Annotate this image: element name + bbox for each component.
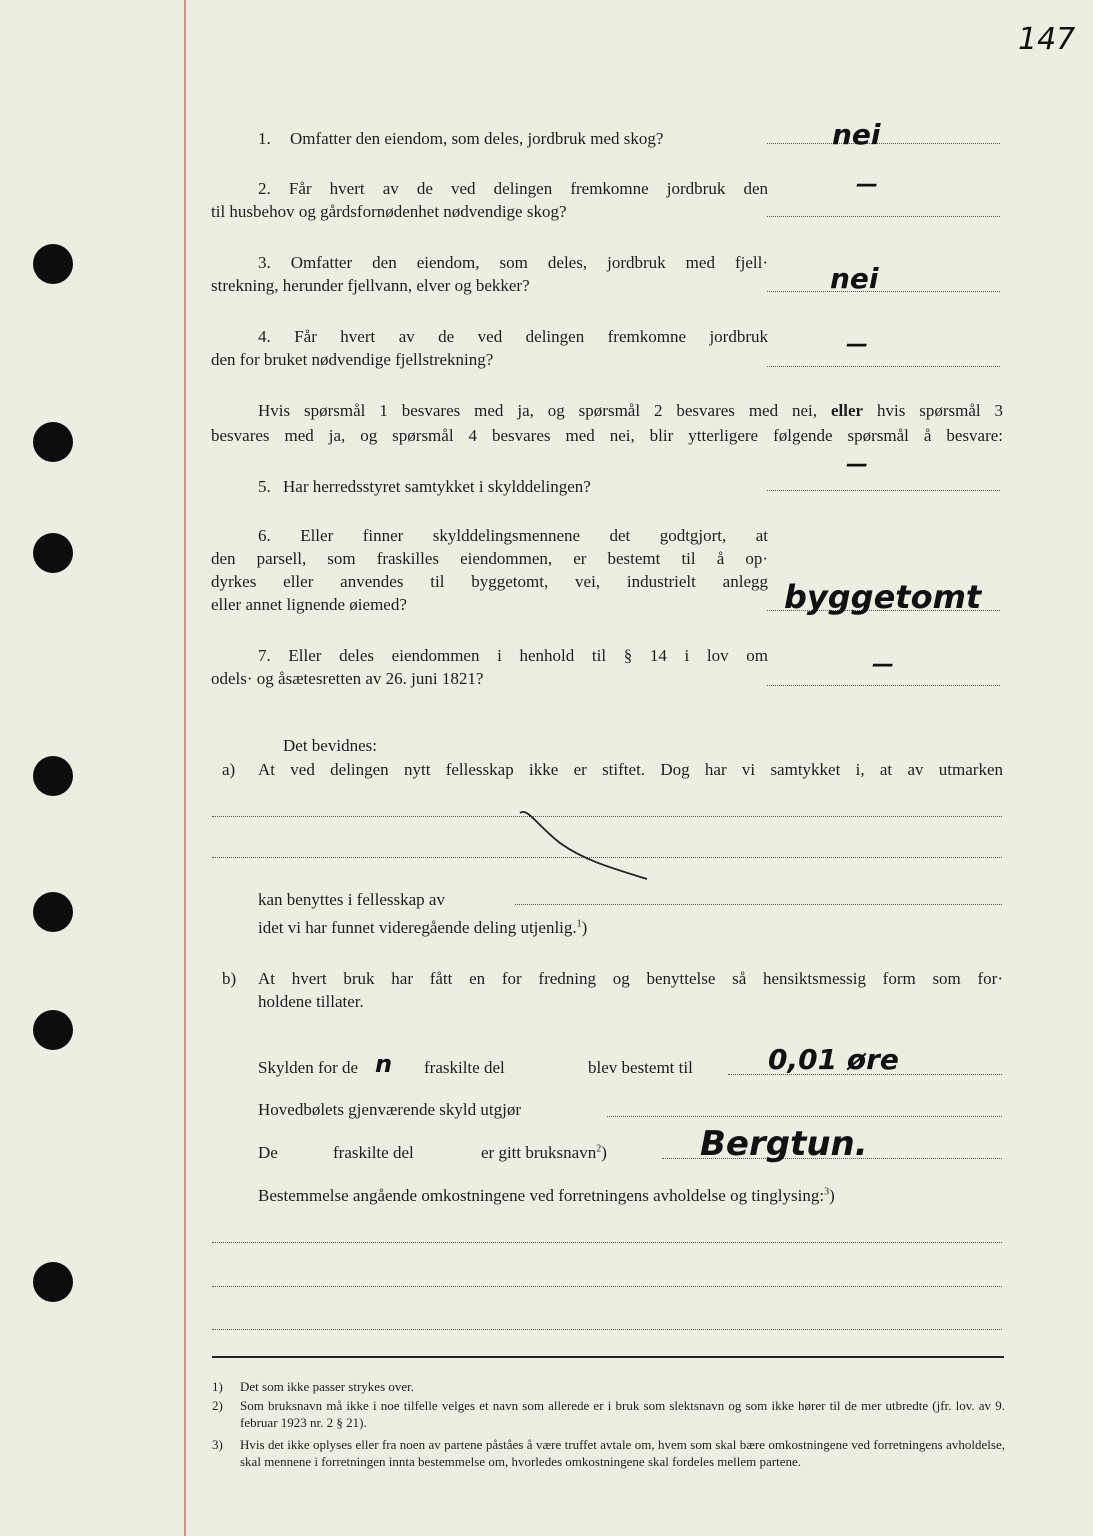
question-5-text: Har herredsstyret samtykket i skylddelingen? [283,477,591,496]
footnote-1-marker: 1) [212,1379,223,1394]
question-5-number: 5. [258,477,271,496]
certify-a-text: At ved delingen nytt fellesskap ikke er stiftet. Dog har vi samtykket i, at av utmarken [258,760,1003,779]
question-2-line2: til husbehov og gårdsfornødenhet nødvendige skog? [211,202,567,221]
condition-line1: Hvis spørsmål 1 besvares med ja, og spørsmål 2 besvares med nei, eller hvis spørsmål 3 [258,401,1004,420]
page-number: 147 [1018,22,1076,57]
binder-hole [33,244,73,284]
answer-line [767,490,1000,491]
fill-line [607,1116,1002,1117]
question-1-number: 1. [258,129,271,148]
skyld-value: 0,01 øre [768,1043,899,1076]
question-6-line2: den parsell, som fraskilles eiendommen, er bestemt til å op· [211,549,768,568]
answer-line [767,291,1000,292]
binder-hole [33,422,73,462]
question-4-line1: 4. Får hvert av de ved delingen fremkomne jordbruk [258,327,769,346]
bruksnavn-label-a: De [258,1143,278,1162]
question-1-answer: nei [832,118,881,151]
hoved-label: Hovedbølets gjenværende skyld utgjør [258,1100,521,1119]
margin-line [184,0,186,1536]
question-2-line1: 2. Får hvert av de ved delingen fremkomne jordbruk den [258,179,769,198]
question-4-answer: — [846,332,868,357]
answer-line [767,685,1000,686]
question-3-line1: 3. Omfatter den eiendom, som deles, jordbruk med fjell· [258,253,769,272]
footnote-divider [212,1356,1004,1358]
footnote-1-text: Det som ikke passer strykes over. [240,1379,415,1394]
question-1-text: Omfatter den eiendom, som deles, jordbruk med skog? [290,129,664,148]
bruksnavn-value: Bergtun. [700,1124,868,1164]
certify-b-label: b) [222,969,237,988]
question-2-answer: — [856,172,878,197]
question-5-answer: — [846,452,868,477]
idet-text: idet vi har funnet videregående deling utjenlig.$^1$) [258,918,588,937]
fill-line [515,904,1002,905]
fill-line [212,1286,1002,1287]
fill-line [212,1329,1002,1330]
binder-hole [33,1010,73,1050]
footnote-3-text: Hvis det ikke oplyses eller fra noen av partene påståes å være truffet avtale om, hvem som skal bære omkostningene ved forretningens avholdelse, skal mennene i forretningen innta bestemmelse om, hvorledes omkostningene skal fordeles mellem partene. [240,1437,1005,1469]
handwritten-stroke [515,805,655,885]
footnote-2-text: Som bruksnavn må ikke i noe tilfelle velges et navn som allerede er i bruk som slektsnavn og som ikke hører til de mer utbredte (jfr. lov. av 9. februar 1923 nr. 2 § 21). [240,1398,1005,1430]
skyld-label-a: Skylden for de [258,1058,359,1077]
bruksnavn-label-b: fraskilte del [333,1143,414,1162]
question-7-line2: odels· og åsætesretten av 26. juni 1821? [211,669,484,688]
binder-hole [33,1262,73,1302]
certify-heading: Det bevidnes: [283,736,377,755]
answer-line [767,366,1000,367]
question-3-line2: strekning, herunder fjellvann, elver og bekker? [211,276,530,295]
question-4-line2: den for bruket nødvendige fjellstrekning? [211,350,494,369]
question-7-answer: — [872,652,894,677]
question-6-answer: byggetomt [784,578,982,616]
footnote-3-marker: 3) [212,1437,223,1452]
question-6-line3: dyrkes eller anvendes til byggetomt, vei, industrielt anlegg [211,572,768,591]
binder-hole [33,756,73,796]
certify-b-line2: holdene tillater. [258,992,364,1011]
question-6-line1: 6. Eller finner skylddelingsmennene det godtgjort, at [258,526,768,545]
certify-b-line1: At hvert bruk har fått en for fredning og benyttelse så hensiktsmessig form som for· [258,969,1003,988]
question-7-line1: 7. Eller deles eiendommen i henhold til § 14 i lov om [258,646,769,665]
fill-line [212,1242,1002,1243]
kan-label: kan benyttes i fellesskap av [258,890,445,909]
skyld-hand-n: n [375,1050,393,1078]
skyld-label-b: fraskilte del [424,1058,505,1077]
question-3-answer: nei [830,262,879,295]
binder-hole [33,892,73,932]
bestemmelse-label: Bestemmelse angående omkostningene ved forretningens avholdelse og tinglysing:$^3$) [258,1186,835,1205]
answer-line [767,143,1000,144]
binder-hole [33,533,73,573]
question-6-line4: eller annet lignende øiemed? [211,595,407,614]
footnote-2-marker: 2) [212,1398,223,1413]
answer-line [767,216,1000,217]
condition-line2: besvares med ja, og spørsmål 4 besvares med nei, blir ytterligere følgende spørsmål å besvare: [211,426,1003,445]
bruksnavn-label-c: er gitt bruksnavn$^2$) [481,1143,607,1162]
certify-a-label: a) [222,760,236,779]
skyld-label-c: blev bestemt til [588,1058,693,1077]
